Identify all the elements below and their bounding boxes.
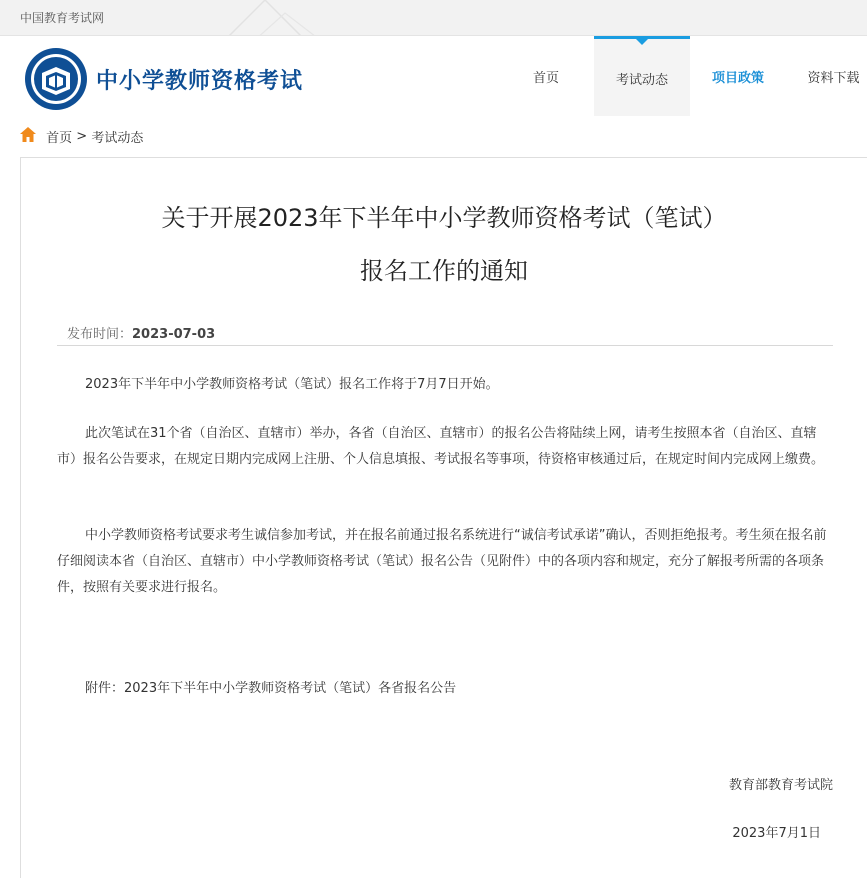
nav-home[interactable]: 首页 <box>532 71 559 86</box>
top-strip <box>0 0 867 36</box>
brand-title[interactable]: 中小学教师资格考试 <box>96 69 304 94</box>
home-icon <box>20 127 36 142</box>
active-indicator <box>636 39 648 45</box>
mountain-decoration <box>225 0 345 36</box>
publish-info <box>67 323 215 342</box>
issuer-signature: 教育部教育考试院 <box>728 778 833 793</box>
nav-policy[interactable]: 项目政策 <box>711 71 764 86</box>
issue-date: 2023年7月1日 <box>732 826 821 841</box>
title-divider <box>57 345 833 346</box>
publish-date: 2023-07-03 <box>132 327 216 342</box>
breadcrumb-home[interactable]: 首页 <box>46 131 73 146</box>
site-header <box>0 36 867 116</box>
nav-exam-news[interactable] <box>594 36 690 116</box>
article-title-line2: 报名工作的通知 <box>360 257 528 285</box>
attachment-link[interactable]: 附件：2023年下半年中小学教师资格考试（笔试）各省报名公告 <box>85 681 457 696</box>
nav-downloads[interactable]: 资料下载 <box>807 71 860 86</box>
breadcrumb-current[interactable]: 考试动态 <box>91 131 144 146</box>
breadcrumb <box>20 127 143 146</box>
article-paragraph: 此次笔试在31个省（自治区、直辖市）举办，各省（自治区、直辖市）的报名公告将陆续上网，请考生按照本省（自治区、直辖市）报名公告要求，在规定日期内完成网上注册、个人信息填报、考试报名等事项，待资格审核通过后，在规定时间内完成网上缴费。 <box>57 426 825 467</box>
site-name-link[interactable]: 中国教育考试网 <box>20 11 105 25</box>
exam-center-logo[interactable] <box>24 47 88 111</box>
article-paragraph: 中小学教师资格考试要求考生诚信参加考试，并在报名前通过报名系统进行“诚信考试承诺”确认，否则拒绝报考。考生须在报名前仔细阅读本省（自治区、直辖市）中小学教师资格考试（笔试）报名公告（见附件）中的各项内容和规定，充分了解报考所需的各项条件，按照有关要求进行报名。 <box>57 528 827 595</box>
article-title-line1: 关于开展2023年下半年中小学教师资格考试（笔试） <box>161 204 727 232</box>
nav-exam-news-label: 考试动态 <box>615 73 668 88</box>
article-paragraph: 2023年下半年中小学教师资格考试（笔试）报名工作将于7月7日开始。 <box>85 377 499 392</box>
breadcrumb-separator: > <box>72 129 92 144</box>
publish-label: 发布时间： <box>67 327 133 342</box>
article-container <box>20 157 867 878</box>
